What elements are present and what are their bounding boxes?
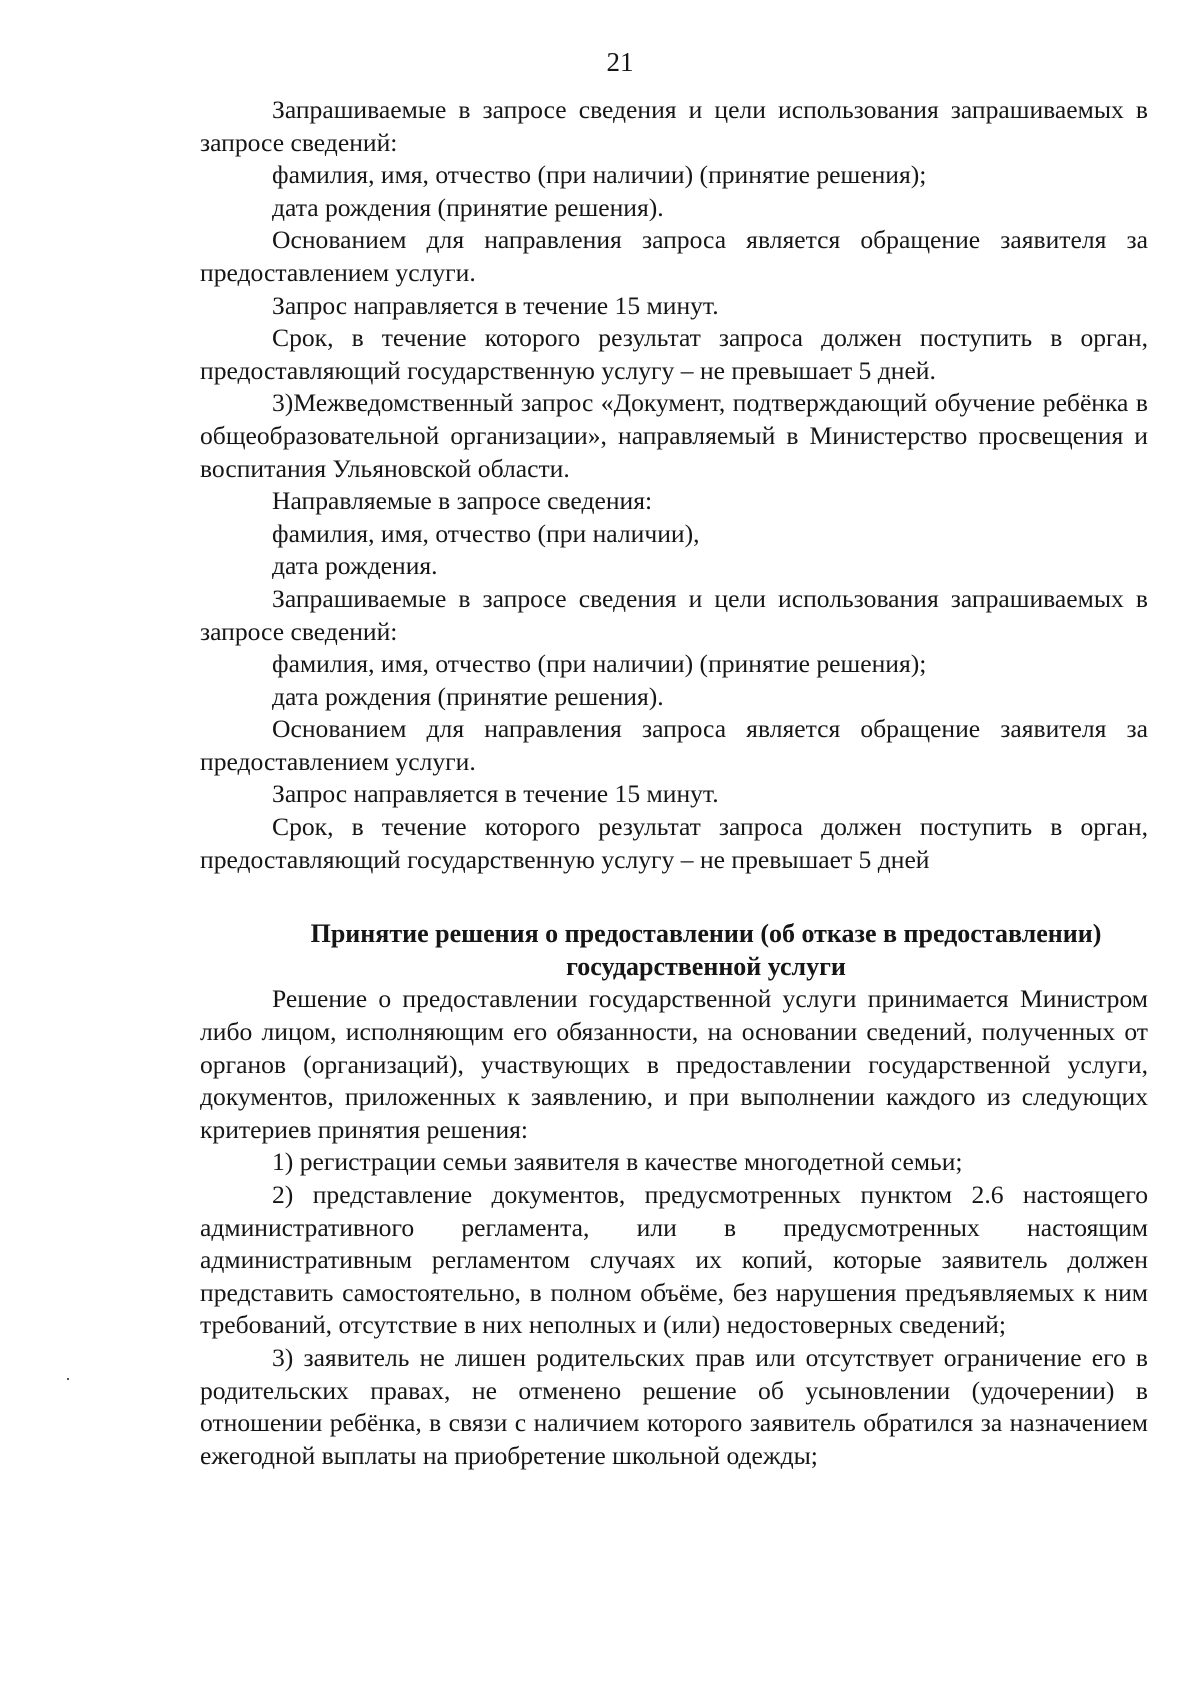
section-heading-line2: государственной услуги <box>566 951 846 981</box>
paragraph: Основанием для направления запроса является обращение заявителя за предоставлением услуги. <box>200 714 1148 776</box>
paragraph: фамилия, имя, отчество (при наличии) (принятие решения); <box>272 160 927 190</box>
paragraph: Запрос направляется в течение 15 минут. <box>272 779 719 809</box>
paragraph: 1) регистрации семьи заявителя в качестве многодетной семьи; <box>272 1147 963 1177</box>
document-body <box>200 94 1148 1472</box>
paragraph: Запрашиваемые в запросе сведения и цели использования запрашиваемых в запросе сведений: <box>200 583 1148 646</box>
page-number: 21 <box>606 47 634 77</box>
paragraph: дата рождения (принятие решения). <box>272 681 664 711</box>
paragraph: фамилия, имя, отчество (при наличии), <box>272 518 700 548</box>
paragraph: дата рождения (принятие решения). <box>272 192 664 222</box>
paragraph: Решение о предоставлении государственной услуги принимается Министром либо лицом, исполняющим его обязанности, на основании сведений, полученных от органов (организаций), участвующих в предоставлении государственной услуги, документов, приложенных к заявлению, и при выполнении каждого из следующих критериев принятия решения: <box>200 984 1148 1144</box>
paragraph: Направляемые в запросе сведения: <box>272 486 653 516</box>
scan-speck <box>67 1378 69 1380</box>
paragraph: Запрос направляется в течение 15 минут. <box>272 290 719 320</box>
paragraph: Срок, в течение которого результат запроса должен поступить в орган, предоставляющий государственную услугу – не превышает 5 дней. <box>200 323 1148 385</box>
section-gap <box>200 876 1148 918</box>
paragraph: дата рождения. <box>272 551 438 581</box>
paragraph: Срок, в течение которого результат запроса должен поступить в орган, предоставляющий государственную услугу – не превышает 5 дней <box>200 812 1148 874</box>
paragraph: 3) заявитель не лишен родительских прав или отсутствует ограничение его в родительских правах, не отменено решение об усыновлении (удочерении) в отношении ребёнка, в связи с наличием которого заявитель обратился за назначением ежегодной выплаты на приобретение школьной одежды; <box>200 1342 1148 1470</box>
paragraph: фамилия, имя, отчество (при наличии) (принятие решения); <box>272 649 927 679</box>
paragraph: Основанием для направления запроса является обращение заявителя за предоставлением услуги. <box>200 225 1148 287</box>
paragraph: 3)Межведомственный запрос «Документ, подтверждающий обучение ребёнка в общеобразовательной организации», направляемый в Министерство просвещения и воспитания Ульяновской области. <box>200 388 1148 483</box>
paragraph: Запрашиваемые в запросе сведения и цели использования запрашиваемых в запросе сведений: <box>200 95 1148 157</box>
section-heading-line1: Принятие решения о предоставлении (об отказе в предоставлении) <box>310 919 1102 949</box>
paragraph: 2) представление документов, предусмотренных пунктом 2.6 настоящего административного регламента, или в предусмотренных настоящим административным регламентом случаях их копий, которые заявитель должен представить самостоятельно, в полном объёме, без нарушения предъявляемых к ним требований, отсутствие в них неполных и (или) недостоверных сведений; <box>200 1180 1148 1340</box>
